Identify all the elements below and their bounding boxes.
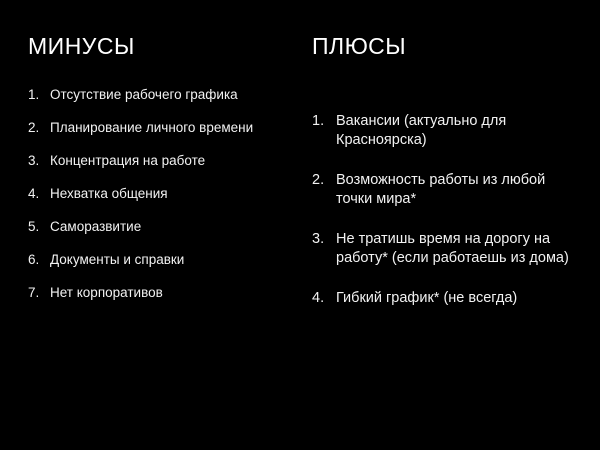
list-item-number: 2. xyxy=(312,172,325,188)
list-item-number: 1. xyxy=(312,113,325,129)
list-item-label: Гибкий график* (не всегда) xyxy=(336,290,518,306)
list-item-number: 3. xyxy=(28,153,40,168)
list-item xyxy=(28,251,300,268)
list-item-label: Отсутствие рабочего графика xyxy=(50,87,238,102)
list-item-label: Саморазвитие xyxy=(50,219,142,234)
list-item xyxy=(312,230,584,267)
column-pros-title: ПЛЮСЫ xyxy=(312,33,407,59)
list-item-label: Концентрация на работе xyxy=(50,153,206,168)
list-item-number: 1. xyxy=(28,87,40,102)
list-item-label: Нехватка общения xyxy=(50,186,168,201)
list-item-number: 5. xyxy=(28,219,40,234)
list-item-number: 2. xyxy=(28,120,40,135)
list-item-number: 7. xyxy=(28,285,40,300)
list-item-label: Нет корпоративов xyxy=(50,285,163,300)
list-item xyxy=(28,152,300,169)
list-item xyxy=(28,284,300,301)
list-item-label: Планирование личного времени xyxy=(50,120,254,135)
list-item-label: Вакансии (актуально для Красноярска) xyxy=(336,113,507,148)
list-item-number: 3. xyxy=(312,231,325,247)
list-item xyxy=(28,86,300,103)
list-item-number: 6. xyxy=(28,252,40,267)
list-item-label: Возможность работы из любой точки мира* xyxy=(336,172,546,207)
list-item-number: 4. xyxy=(312,290,325,306)
list-item xyxy=(312,171,584,208)
column-pros xyxy=(312,0,584,330)
list-item xyxy=(28,185,300,202)
list-item xyxy=(28,119,300,136)
column-cons-title: МИНУСЫ xyxy=(28,33,135,59)
list-item xyxy=(312,289,584,308)
pros-list xyxy=(312,112,584,308)
list-item-label: Не тратишь время на дорогу на работу* (если работаешь из дома) xyxy=(336,231,569,266)
list-item-number: 4. xyxy=(28,186,40,201)
list-item xyxy=(312,112,584,149)
column-cons xyxy=(28,0,300,317)
cons-list xyxy=(28,86,300,301)
list-item-label: Документы и справки xyxy=(50,252,185,267)
list-item xyxy=(28,218,300,235)
